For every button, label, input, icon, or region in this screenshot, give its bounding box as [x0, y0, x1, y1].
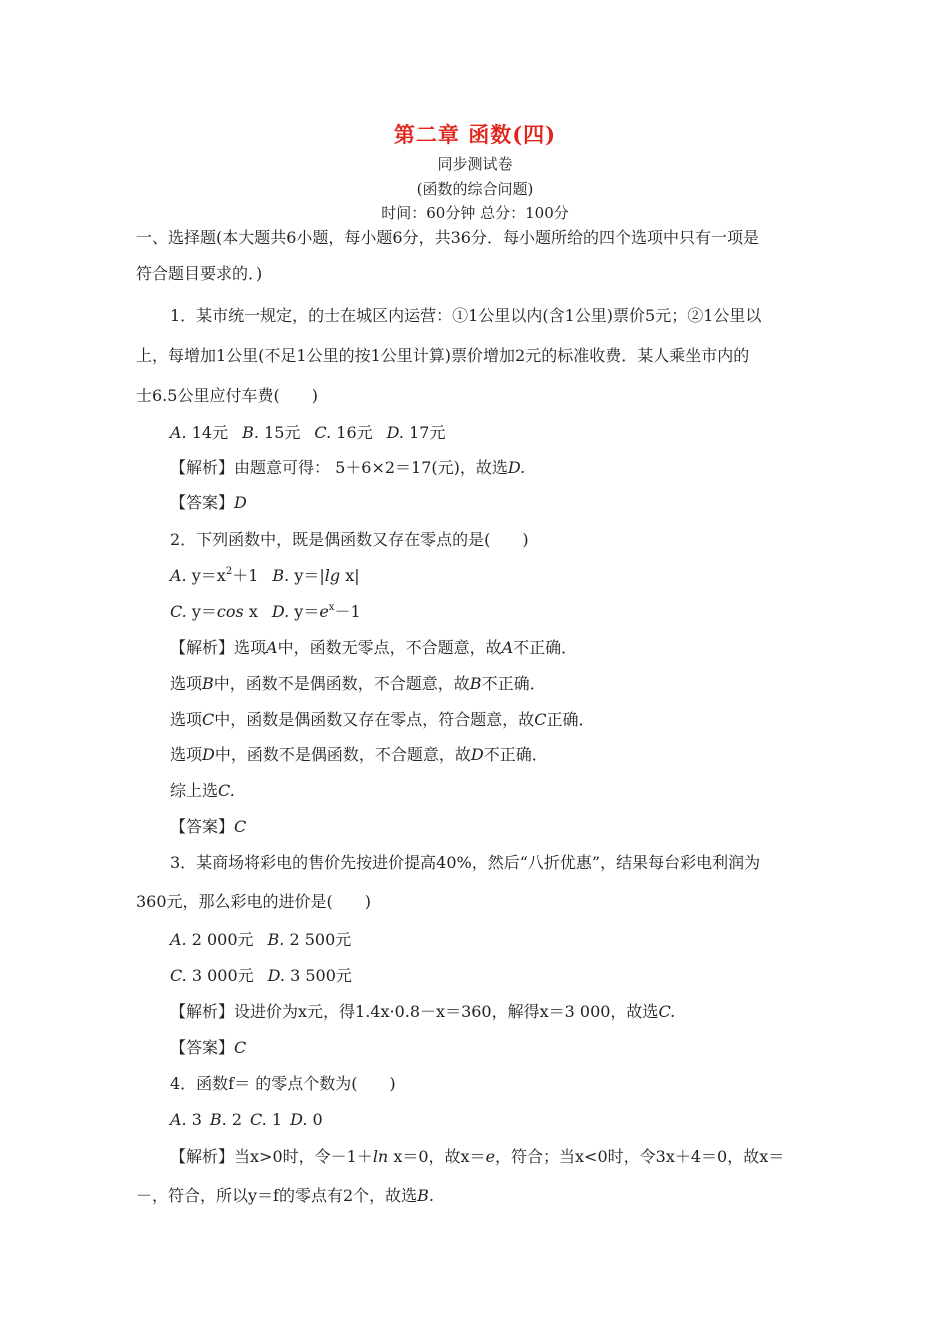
q2-analysis-label: 【解析】 [170, 638, 235, 657]
q1-answer-label: 【答案】 [170, 493, 235, 512]
q3-options-row1 [170, 930, 351, 950]
q3-stem-line1: 3．某商场将彩电的售价先按进价提高40%，然后“八折优惠”，结果每台彩电利润为 [170, 853, 761, 872]
q3-analysis-label: 【解析】 [170, 1002, 235, 1021]
q2-option-d-pre: y＝ [294, 602, 320, 621]
q2-option-b-fn: lg [324, 566, 341, 585]
q2-a-mid: 中，函数无零点，不合题意，故 [277, 638, 502, 657]
q1-analysis-label: 【解析】 [170, 458, 235, 477]
q1-option-d-key: D. [386, 423, 404, 442]
q2-d-key: D [202, 745, 215, 764]
q4-analysis-line2-text: －，符合，所以y＝f的零点有2个，故选 [136, 1186, 418, 1205]
q1-options [170, 423, 445, 443]
q2-option-d-key: D. [271, 602, 290, 621]
q3-option-c: 3 000元 [191, 966, 254, 985]
q4-option-d: 0 [312, 1110, 323, 1129]
q4-analysis-e: e [485, 1147, 496, 1166]
q2-b-mid: 中，函数不是偶函数，不合题意，故 [213, 674, 470, 693]
q1-answer-key: D [234, 493, 247, 512]
q2-c-end: 正确． [546, 710, 595, 729]
q2-c-mid: 中，函数是偶函数又存在零点，符合题意，故 [214, 710, 535, 729]
q2-options-row1 [170, 566, 360, 586]
q2-a-pre: 选项 [234, 638, 267, 657]
q1-option-b-key: B. [242, 423, 259, 442]
q2-option-c-fn: cos [216, 602, 244, 621]
q4-options [170, 1110, 323, 1130]
q1-option-a: 14元 [191, 423, 229, 442]
q4-analysis-line2-key: B. [417, 1186, 434, 1205]
q1-option-d: 17元 [409, 423, 446, 442]
q2-answer [170, 817, 246, 837]
q4-analysis-label: 【解析】 [170, 1147, 235, 1166]
q4-option-a: 3 [191, 1110, 202, 1129]
q2-b-key-2: B [469, 674, 482, 693]
q3-stem-line2: 360元，那么彩电的进价是( ) [136, 892, 372, 911]
q1-stem-line3: 士6.5公里应付车费( ) [136, 386, 318, 405]
q1-stem-line1: 1．某市统一规定，的士在城区内运营：①1公里以内(含1公里)票价5元；②1公里以 [170, 306, 762, 325]
q4-option-b-key: B. [209, 1110, 227, 1129]
q4-analysis-pre: 当x>0时，令－1＋ [234, 1147, 373, 1166]
q2-option-a-key: A. [170, 566, 187, 585]
q2-b-end: 不正确． [481, 674, 546, 693]
q3-option-a: 2 000元 [191, 930, 254, 949]
q2-option-a-post: ＋1 [232, 566, 259, 585]
page-title: 第二章 函数(四) [393, 122, 557, 147]
q2-analysis-line-b [170, 674, 546, 694]
q3-analysis-text: 设进价为x元，得1.4x·0.8－x＝360，解得x＝3 000，故选 [234, 1002, 659, 1021]
q3-option-c-key: C. [170, 966, 187, 985]
q1-option-c-key: C. [314, 423, 332, 442]
q2-d-mid: 中，函数不是偶函数，不合题意，故 [214, 745, 471, 764]
q2-c-pre: 选项 [170, 710, 203, 729]
q4-stem: 4．函数f＝ 的零点个数为( ) [170, 1074, 396, 1093]
q2-c-key-2: C [534, 710, 547, 729]
q1-option-c: 16元 [336, 423, 373, 442]
q4-analysis-fn: ln [372, 1147, 389, 1166]
q2-option-b-key: B. [272, 566, 290, 585]
q3-options-row2 [170, 966, 352, 986]
q2-d-end: 不正确． [483, 745, 548, 764]
q3-analysis [170, 1002, 675, 1022]
q2-option-d-sup: x [328, 602, 335, 613]
q2-b-key: B [202, 674, 214, 693]
q3-option-a-key: A. [170, 930, 187, 949]
q2-b-pre: 选项 [170, 674, 203, 693]
q2-a-end: 不正确． [513, 638, 578, 657]
q1-option-a-key: A. [170, 423, 187, 442]
q2-stem: 2．下列函数中，既是偶函数又存在零点的是( ) [170, 530, 529, 549]
q2-option-a-pre: y＝x [191, 566, 226, 585]
q2-d-key-2: D [470, 745, 484, 764]
q4-analysis-post: ，符合；当x<0时，令3x＋4＝0，故x＝ [495, 1147, 785, 1166]
q2-answer-key: C [234, 817, 247, 836]
q1-analysis-text: 由题意可得： 5＋6×2＝17(元)，故选 [234, 458, 508, 477]
q2-c-key: C [202, 710, 215, 729]
q2-analysis-line-c [170, 710, 595, 730]
q1-analysis [170, 458, 525, 478]
q2-option-d-post: －1 [334, 602, 361, 621]
q4-analysis-line1 [170, 1147, 784, 1167]
q4-analysis-line2 [136, 1186, 434, 1206]
q4-option-b: 2 [231, 1110, 243, 1129]
q4-option-c-key: C. [250, 1110, 267, 1129]
q4-option-d-key: D. [290, 1110, 308, 1129]
q2-options-row2 [170, 602, 361, 622]
q3-option-d-key: D. [267, 966, 286, 985]
q2-option-b-pre: y＝| [294, 566, 325, 585]
q3-analysis-key: C. [658, 1002, 676, 1021]
q2-option-c-key: C. [170, 602, 187, 621]
q4-option-c: 1 [271, 1110, 283, 1129]
exam-meta: 时间：60分钟 总分：100分 [381, 204, 569, 222]
q2-analysis-line-d [170, 745, 548, 765]
q2-a-key-2: A [501, 638, 514, 657]
q2-summary-pre: 综上选 [170, 781, 219, 800]
q2-option-a-sup: 2 [225, 566, 233, 577]
q1-analysis-key: D. [507, 458, 526, 477]
q3-option-b: 2 500元 [289, 930, 352, 949]
q2-option-b-post: x| [345, 566, 360, 585]
q2-option-c-post: x [248, 602, 258, 621]
q1-stem-line2: 上，每增加1公里(不足1公里的按1公里计算)票价增加2元的标准收费．某人乘坐市内的 [136, 346, 750, 365]
q1-answer [170, 493, 247, 513]
page-subtitle: 同步测试卷 [437, 155, 513, 173]
q3-answer-key: C [234, 1038, 247, 1057]
q2-analysis-line-a [170, 638, 577, 658]
q3-option-b-key: B. [267, 930, 285, 949]
page-topic: (函数的综合问题) [416, 180, 534, 198]
section-heading-line2: 符合题目要求的．) [136, 264, 263, 283]
q3-answer-label: 【答案】 [170, 1038, 235, 1057]
q2-summary-key: C. [218, 781, 235, 800]
q2-a-key: A [266, 638, 278, 657]
q2-summary [170, 781, 235, 801]
q1-option-b: 15元 [264, 423, 301, 442]
q3-answer [170, 1038, 246, 1058]
section-heading-line1: 一、选择题(本大题共6小题，每小题6分，共36分．每小题所给的四个选项中只有一项是 [136, 228, 759, 247]
q2-option-c-pre: y＝ [191, 602, 217, 621]
q2-d-pre: 选项 [170, 745, 203, 764]
q2-option-d-base: e [319, 602, 329, 621]
q2-answer-label: 【答案】 [170, 817, 235, 836]
q4-analysis-mid: x＝0，故x＝ [393, 1147, 486, 1166]
q3-option-d: 3 500元 [290, 966, 352, 985]
q4-option-a-key: A. [170, 1110, 187, 1129]
